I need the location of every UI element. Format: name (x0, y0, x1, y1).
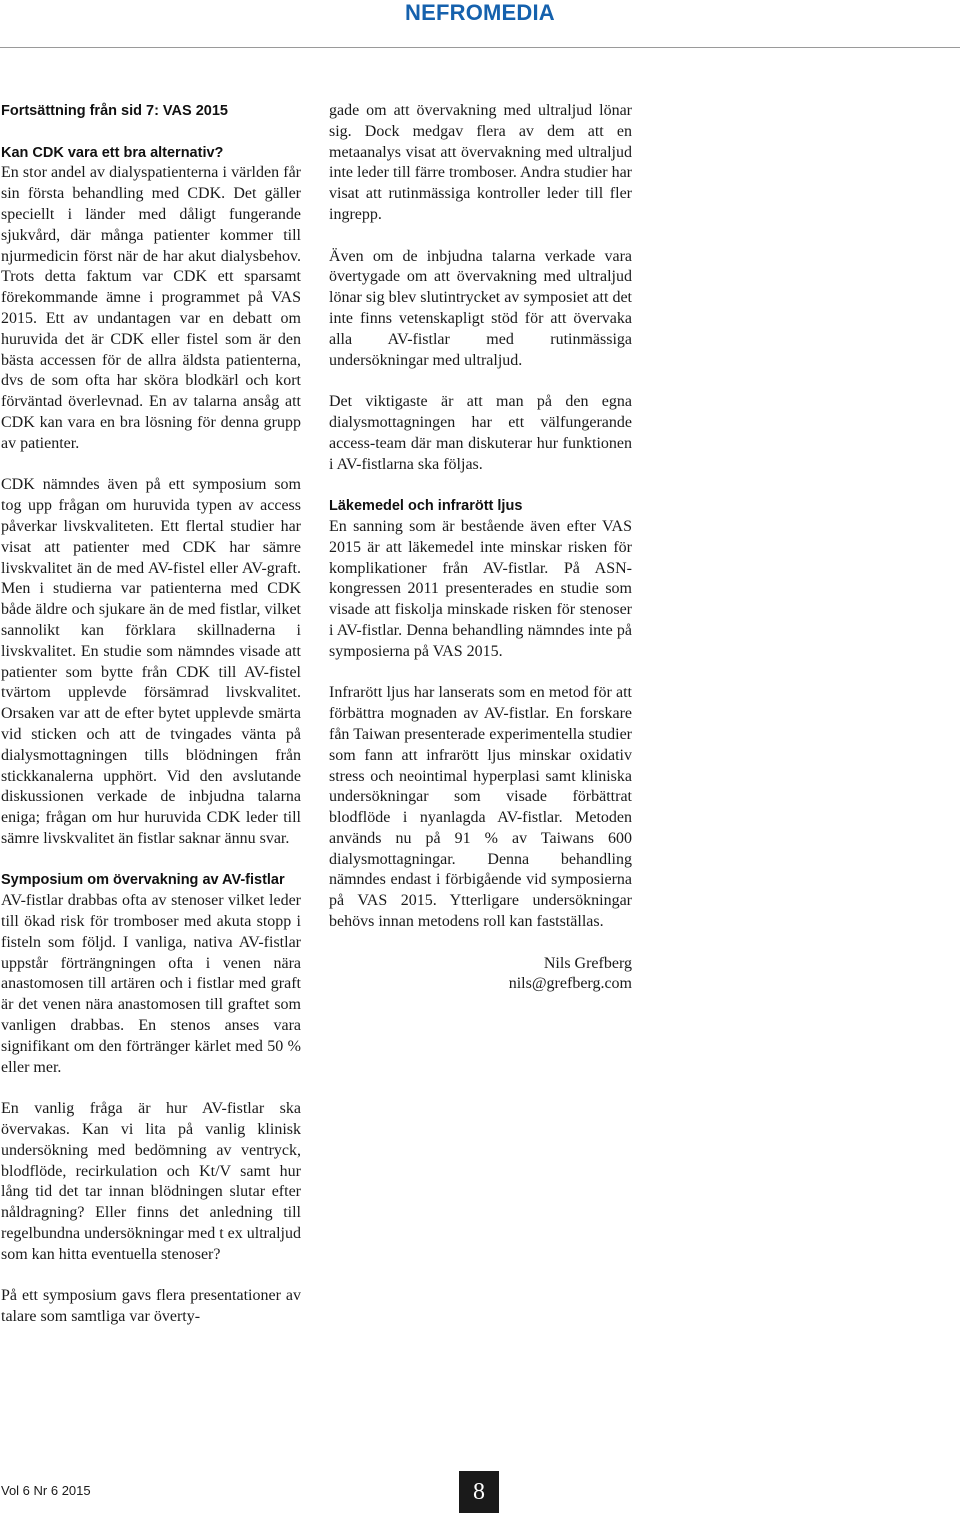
brand-title: NEFROMEDIA (405, 0, 555, 25)
section-heading-medicine: Läkemedel och infrarött ljus (329, 498, 523, 515)
paragraph: En sanning som är bestående även efter VAS 2015 är att läkemedel inte minskar risken för komplikationer från AV-fistlar. På ASN-kongressen 2011 presenterades en studie som visade att fiskolja minskade risken för stenoser i AV-fistlar. Denna behandling nämndes inte på symposierna på VAS 2015. (329, 517, 632, 660)
author-signature (329, 954, 632, 996)
author-name: Nils Grefberg (543, 954, 632, 972)
paragraph: På ett symposium gavs flera presentationer av talare som samtliga var överty- (1, 1287, 301, 1326)
author-email: nils@grefberg.com (508, 975, 632, 993)
paragraph: gade om att övervakning med ultraljud lönar sig. Dock medgav flera av dem att en metaanalys visat att övervakning med ultraljud inte leder till färre tromboser. Andra studier har visat att rutinmässiga kontroller leder till fler ingrepp. (329, 102, 633, 223)
paragraph: En vanlig fråga är hur AV-fistlar ska övervakas. Kan vi lita på vanlig klinisk undersökning med bedömning av ventryck, blodflöde, recirkulation och Kt/V samt hur lång tid det tar innan blödningen slutar efter nåldragning? Eller finns det anledning till regelbundna undersökningar med t ex ultraljud som kan hitta eventuella stenoser? (1, 1100, 301, 1263)
section-heading-symposium: Symposium om övervakning av AV-fistlar (1, 872, 285, 889)
right-column (329, 101, 632, 995)
paragraph: En stor andel av dialyspatienterna i världen får sin första behandling med CDK. Det gäller speciellt i länder med dåligt fungerande sjukvård, där många patienter kommer till njurmedicin först när de har akut dialysbehov. Trots detta faktum var CDK ett sparsamt förekommande ämne i programmet på VAS 2015. Ett av undantagen var en debatt om huruvida det är CDK eller fistel som är den bästa accessen för de allra äldsta patienterna, dvs de som ofta har sköra blodkärl och kort förväntad överlevnad. En av talarna ansåg att CDK kan vara en bra lösning för denna grupp av patienter. (1, 164, 301, 452)
header-divider (0, 47, 960, 48)
section-heading-cdk: Kan CDK vara ett bra alternativ? (1, 144, 224, 161)
issue-label: Vol 6 Nr 6 2015 (1, 1483, 91, 1498)
masthead (0, 0, 960, 48)
paragraph: Infrarött ljus har lanserats som en metod för att förbättra mognaden av AV-fistlar. En forskare fån Taiwan presenterade experimentella studier som fann att infrarött ljus minskar oxidativ stress och neointimal hyperplasi samt kliniska undersökningar som visade förbättrat blodflöde i nyanlagda AV-fistlar. Metoden används nu på 91 % av Taiwans 600 dialysmottagningar. Denna behandling nämndes endast i förbigående vid symposierna på VAS 2015. Ytterligare undersökningar behövs innan metodens roll kan fastställas. (329, 684, 632, 931)
paragraph: Även om de inbjudna talarna verkade vara övertygade om att övervakning med ultraljud lönar sig blev slutintrycket av symposiet att det inte finns vetenskapligt stöd för att övervaka alla AV-fistlar med rutinmässiga undersökningar med ultraljud. (329, 247, 632, 369)
continuation-heading: Fortsättning från sid 7: VAS 2015 (1, 103, 228, 119)
paragraph: Det viktigaste är att man på den egna dialysmottagningen har ett välfungerande access-team där man diskuterar hur funktionen i AV-fistlarna ska följas. (329, 393, 632, 473)
spacer (1, 122, 301, 143)
paragraph: CDK nämndes även på ett symposium som tog upp frågan om huruvida typen av access påverkar livskvaliteten. Ett flertal studier har visat att patienter med CDK har sämre livskvalitet än de med AV-fistel eller AV-graft. Men i studierna var patienterna med CDK både äldre och sjukare än de med fistlar, vilket sannolikt kan förklara skillnaderna i livskvalitet. En studie som nämndes visade att patienter som bytte från CDK till AV-fistel tvärtom upplevde försämrad livskvalitet. Orsaken var att de efter bytet upplevde smärta vid sticken och att de tvingades vänta på dialysmottagningen tills blödningen från stickkanalerna upphört. Vid den avslutande diskussionen verkade de inbjudna talarna eniga; frågan om hur huruvida CDK leder till sämre livskvalitet än fistlar saknar ännu svar. (1, 476, 301, 847)
page-number: 8 (459, 1471, 499, 1513)
paragraph: AV-fistlar drabbas ofta av stenoser vilket leder till ökad risk för tromboser med akuta stopp i fisteln som följd. I vanliga, nativa AV-fistlar uppstår förträngningen ofta i venen nära anastomosen till artären och i fistlar med graft är det venen nära anastomosen till graftet som vanligen drabbas. En stenos anses vara signifikant om den förtränger kärlet med 50 % eller mer. (1, 892, 301, 1076)
left-column (1, 101, 301, 1328)
